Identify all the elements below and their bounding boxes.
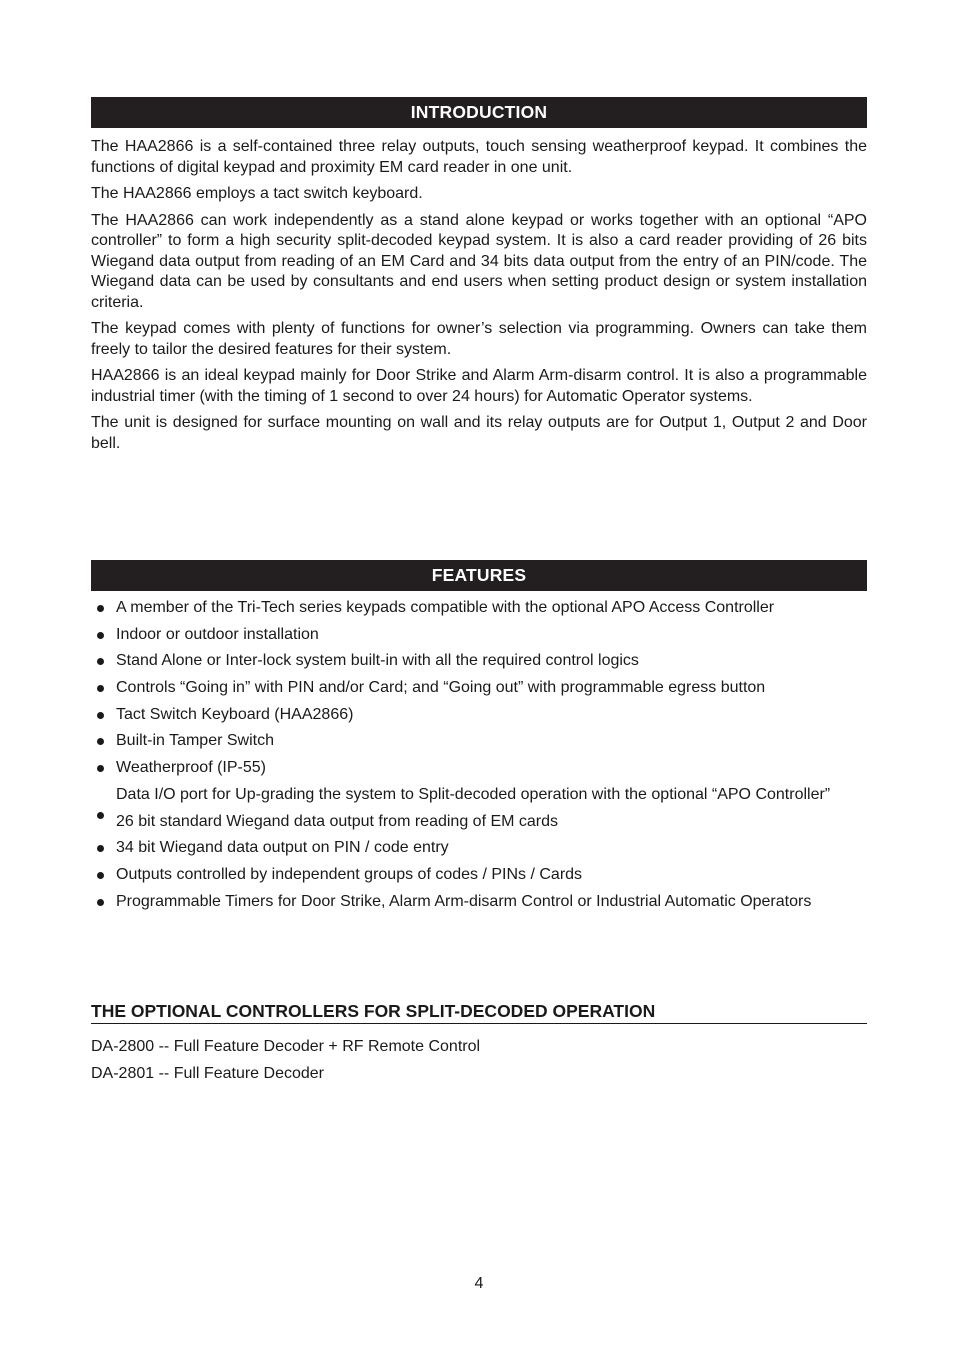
features-heading: FEATURES: [91, 560, 867, 591]
feature-item: [91, 731, 867, 752]
feature-text: Programmable Timers for Door Strike, Alarm Arm-disarm Control or Industrial Automatic Operators: [116, 892, 812, 910]
introduction-heading: INTRODUCTION: [91, 97, 867, 128]
bullet-icon: [97, 899, 104, 906]
feature-item: [91, 865, 867, 886]
feature-text: Indoor or outdoor installation: [116, 625, 319, 643]
intro-paragraph: The HAA2866 employs a tact switch keyboard.: [91, 185, 423, 202]
controller-item: DA-2801 -- Full Feature Decoder: [91, 1065, 324, 1082]
intro-paragraph: The unit is designed for surface mounting on wall and its relay outputs are for Output 1, Output 2 and Door bell.: [91, 414, 867, 452]
feature-item: [91, 651, 867, 672]
bullet-icon: [97, 658, 104, 665]
feature-text: A member of the Tri-Tech series keypads compatible with the optional APO Access Controller: [116, 599, 775, 616]
controller-item: DA-2800 -- Full Feature Decoder + RF Remote Control: [91, 1038, 481, 1055]
page-number: 4: [474, 1275, 484, 1292]
features-list: [91, 598, 867, 918]
bullet-icon: [97, 872, 104, 879]
bullet-icon: [97, 765, 104, 772]
controllers-list: [91, 1037, 867, 1091]
feature-text: Outputs controlled by independent groups of codes / PINs / Cards: [116, 865, 583, 883]
feature-text: 34 bit Wiegand data output on PIN / code entry: [116, 839, 449, 857]
feature-text: Stand Alone or Inter-lock system built-in with all the required control logics: [116, 652, 639, 670]
intro-paragraph: The HAA2866 is a self-contained three relay outputs, touch sensing weatherproof keypad. It combines the functions of digital keypad and proximity EM card reader in one unit.: [91, 138, 867, 176]
intro-paragraph: The HAA2866 can work independently as a stand alone keypad or works together with an optional “APO controller” to form a high security split-decoded keypad system. It is also a card reader providing of 26 bits Wiegand data output from reading of an EM Card and 34 bits data output from the entry of an PIN/code. The Wiegand data can be used by consultants and end users when setting product design or system installation criteria.: [91, 211, 867, 311]
feature-item: [91, 892, 867, 913]
feature-text: Controls “Going in” with PIN and/or Card; and “Going out” with programmable egress button: [116, 679, 766, 697]
bullet-icon: [97, 685, 104, 692]
intro-paragraph: HAA2866 is an ideal keypad mainly for Door Strike and Alarm Arm-disarm control. It is also a programmable industrial timer (with the timing of 1 second to over 24 hours) for Automatic Operator systems.: [91, 367, 867, 405]
controllers-heading: THE OPTIONAL CONTROLLERS FOR SPLIT-DECODED OPERATION: [91, 1000, 867, 1024]
feature-text: Built-in Tamper Switch: [116, 732, 274, 750]
feature-item: [91, 838, 867, 859]
feature-item: [91, 625, 867, 646]
feature-item: [91, 598, 867, 619]
feature-text: 26 bit standard Wiegand data output from reading of EM cards: [116, 812, 559, 830]
bullet-icon: [97, 738, 104, 745]
bullet-icon: [97, 712, 104, 719]
feature-item: [91, 812, 867, 833]
bullet-icon: [97, 605, 104, 612]
intro-paragraph: The keypad comes with plenty of functions for owner’s selection via programming. Owners can take them freely to tailor the desired features for their system.: [91, 320, 867, 358]
feature-text: Tact Switch Keyboard (HAA2866): [116, 705, 354, 723]
feature-text: Data I/O port for Up-grading the system to Split-decoded operation with the optional “APO Controller”: [116, 785, 831, 803]
feature-text: Weatherproof (IP-55): [116, 759, 266, 777]
feature-item: [91, 758, 867, 779]
bullet-icon: [97, 845, 104, 852]
feature-item: [91, 678, 867, 699]
introduction-body: [91, 137, 867, 460]
bullet-icon: [97, 632, 104, 639]
feature-item: [91, 705, 867, 726]
feature-item: [91, 785, 867, 806]
